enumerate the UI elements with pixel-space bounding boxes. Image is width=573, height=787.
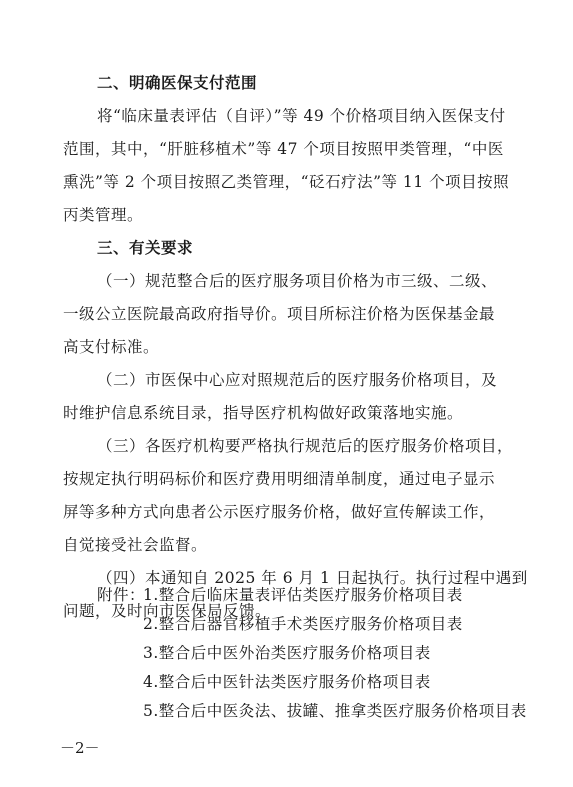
attachments-label: 附件： <box>97 586 146 604</box>
attachment-item: 1.整合后临床量表评估类医疗服务价格项目表 <box>143 586 463 604</box>
paragraph-line: （二）市医保中心应对照规范后的医疗服务价格项目，及 <box>97 371 498 389</box>
paragraph-line: （四）本通知自 2025 年 6 月 1 日起执行。执行过程中遇到 <box>97 569 528 587</box>
page-number: －2－ <box>60 739 100 757</box>
paragraph-line: 问题，及时向市医保局反馈。 <box>63 602 272 620</box>
section-heading-payment-scope: 二、明确医保支付范围 <box>97 74 258 92</box>
attachment-item: 4.整合后中医针法类医疗服务价格项目表 <box>143 673 431 691</box>
paragraph-line: 一级公立医院最高政府指导价。项目所标注价格为医保基金最 <box>63 305 496 323</box>
paragraph-line: 范围，其中，“肝脏移植术”等 47 个项目按照甲类管理，“中医 <box>63 140 504 158</box>
section-heading-requirements: 三、有关要求 <box>97 239 194 257</box>
paragraph-line: 屏等多种方式向患者公示医疗服务价格，做好宣传解读工作， <box>63 503 496 521</box>
paragraph-line: 时维护信息系统目录，指导医疗机构做好政策落地实施。 <box>63 404 464 422</box>
attachment-item: 3.整合后中医外治类医疗服务价格项目表 <box>143 644 431 662</box>
attachment-item: 2.整合后器官移植手术类医疗服务价格项目表 <box>143 615 463 633</box>
paragraph-line: 熏洗”等 2 个项目按照乙类管理，“砭石疗法”等 11 个项目按照 <box>63 173 510 191</box>
paragraph-line: 自觉接受社会监督。 <box>63 536 208 554</box>
paragraph-line: 将“临床量表评估（自评）”等 49 个价格项目纳入医保支付 <box>97 107 506 125</box>
paragraph-line: 丙类管理。 <box>63 206 144 224</box>
paragraph-line: （一）规范整合后的医疗服务项目价格为市三级、二级、 <box>97 272 498 290</box>
paragraph-line: 高支付标准。 <box>63 338 160 356</box>
attachment-item: 5.整合后中医灸法、拔罐、推拿类医疗服务价格项目表 <box>143 702 527 720</box>
paragraph-line: （三）各医疗机构要严格执行规范后的医疗服务价格项目， <box>97 437 514 455</box>
paragraph-line: 按规定执行明码标价和医疗费用明细清单制度，通过电子显示 <box>63 470 496 488</box>
